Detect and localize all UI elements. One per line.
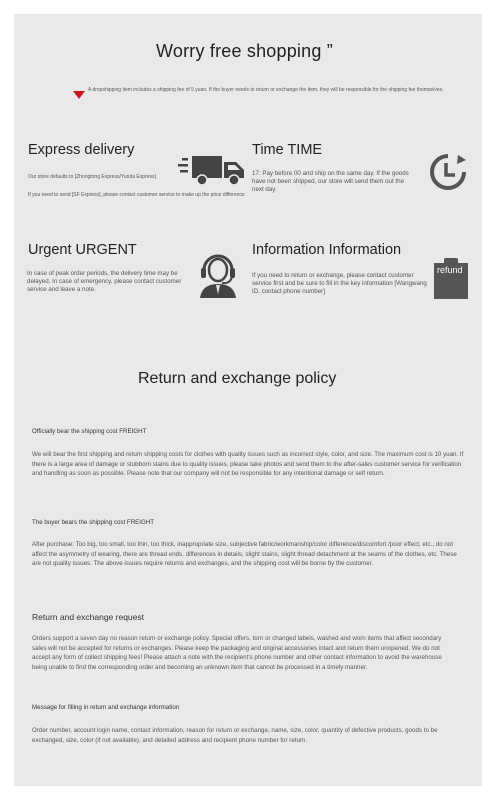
shipping-notice: A dropshipping item includes a shipping fee of 5 yuan. If the buyer needs to return or exchange the item, they will be responsible for the shipping fee themselves. — [88, 87, 444, 93]
refund-clipboard-icon — [434, 258, 468, 300]
official-freight-text: We will bear the first shipping and return shipping costs for clothes with quality issues such as incorrect style, color, and size. The maximum cost is 10 yuan. If there is a large area of damage or stubborn stains due to quality issues, please take photos and send them to the after-sales customer service for verification and handling as soon as possible. Please note that our company will not be responsible for any intentional damage or self return. — [32, 451, 464, 478]
request-text: Orders support a seven day no reason return or exchange policy. Special offers, torn or changed labels, washed and worn items that affect secondary sales will not be accepted for returns or exchanges. Please keep the packaging and original accessories intact and return them unopened. We do not accept any form of collect shipping fees! Please attach a note with the recipient's phone number and other contact information to avoid the warehouse being unable to find the corresponding order and becoming an unknown item that cannot be processed in a timely manner. — [32, 635, 442, 671]
express-delivery-line1: Our store defaults to [Zhongtong Express/Yunda Express] — [28, 174, 156, 180]
buyer-freight-text: After purchase: Too big, too small, too thin, too thick, inappropriate size, subjective fabric/workmanship/color difference/discomfort /poor effect, etc., do not affect the asymmetry of wearing, there are thread ends, differences in details, slight stains, slight thread detachment at the seams of the clothes, etc. These are not quality issues. The above issues require returns and exchanges, and the shipping cost will be borne by the customer. — [32, 541, 457, 568]
express-delivery-line2: If you need to send [SF Express], please contact customer service to make up the price difference — [28, 192, 245, 198]
express-delivery-title: Express delivery — [28, 142, 135, 158]
information-text: If you need to return or exchange, please contact customer service first and be sure to fill in the key information [Wangwang ID, contact phone number] — [252, 272, 427, 295]
delivery-truck-icon — [178, 154, 246, 188]
refund-badge: refund — [434, 263, 468, 299]
policy-title: Return and exchange policy — [138, 370, 337, 387]
time-text: 17: Pay before 00 and ship on the same day. If the goods have not been shipped, our store will send them out the next day. — [252, 170, 409, 193]
page-title: Worry free shopping ” — [156, 41, 333, 61]
urgent-title: Urgent URGENT — [28, 242, 137, 258]
information-title: Information Information — [252, 242, 402, 258]
time-title: Time TIME — [252, 142, 323, 158]
customer-service-icon — [196, 250, 240, 298]
message-heading: Message for filling in return and exchange information — [32, 704, 180, 711]
urgent-text: In case of peak order periods, the delivery time may be delayed. In case of emergency, please contact customer service and leave a note. — [27, 270, 182, 293]
request-heading: Return and exchange request — [32, 612, 144, 622]
clock-icon — [428, 152, 468, 192]
message-text: Order number, account login name, contact information, reason for return or exchange, name, size, color, quantity of defective products, goods to be exchanged, size, color (if not available), and detailed address and recipient phone number for return. — [32, 727, 438, 744]
official-freight-heading: Officially bear the shipping cost FREIGHT — [32, 428, 147, 435]
policy-page — [14, 14, 482, 786]
buyer-freight-heading: The buyer bears the shipping cost FREIGHT — [32, 519, 155, 526]
warning-triangle-icon — [73, 91, 85, 99]
